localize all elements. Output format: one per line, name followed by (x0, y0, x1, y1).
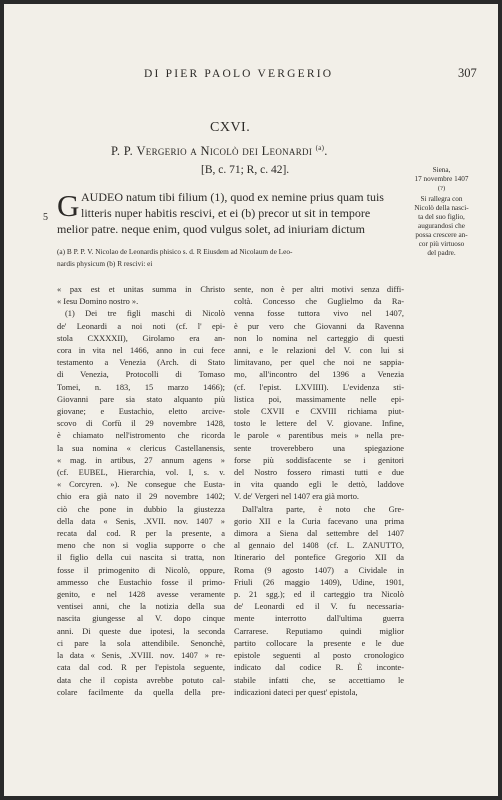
commentary-line: epistole seguenti al posto cronologico (234, 651, 404, 661)
letter-line: AUDEO natum tibi filium (1), quod ex nemine prius quam tuis (81, 190, 384, 204)
line-number: 5 (43, 212, 48, 223)
commentary-line: V. de' Vergeri nel 1407 era già morto. (234, 492, 360, 502)
margin-note-mark: (?) (437, 185, 446, 192)
commentary-line: stola CXXXXII), Girolamo era an- (57, 333, 225, 343)
commentary-line: sente, non è per altri motivi senza diffi- (234, 285, 404, 294)
commentary-line: della data « Senis, .XVII. nov. 1407 » (57, 516, 225, 526)
document-title (111, 144, 328, 159)
title-footnote-mark: (a) (315, 144, 325, 152)
commentary-line: fosse il primogenito di Nicolò, oppure, (57, 565, 225, 575)
commentary-line: sente troverebbero una spiegazione (234, 443, 404, 453)
commentary-line: la sua nomina « clericus Castellanensis, (57, 443, 225, 453)
apparatus-line: (a) B P. P. V. Nicolao de Leonardis phisico s. d. R Eiusdem ad Nicolaum de Leo- (57, 247, 293, 256)
commentary-line: anni. Di queste due ipotesi, la seconda (57, 626, 225, 636)
commentary-line: Dall'altra parte, è noto che Gre- (242, 504, 404, 514)
source-reference: [B, c. 71; R, c. 42]. (201, 164, 290, 176)
apparatus-line: nardis physicum (b) R rescivi: ei (57, 259, 153, 268)
margin-note-line: Nicolò della nasci- (414, 204, 469, 212)
commentary-line: (1) Dei tre figli maschi di Nicolò (65, 309, 225, 319)
commentary-line: le parole « parentibus meis » nella pre- (234, 431, 404, 441)
commentary-line: al gennaio del 1408 (cf. L. ZANUTTO, (234, 541, 404, 551)
margin-note-line: del padre. (427, 249, 456, 257)
margin-note-line: ta del suo figlio, (418, 213, 465, 221)
commentary-line: recata dal cod. R per la presente, a (57, 529, 225, 539)
margin-note-line: possa crescere an- (415, 231, 468, 239)
commentary-line: indicato dal codice R. È inconte- (234, 663, 404, 673)
commentary-line: anni, e le relazioni del V. con lui si (234, 346, 404, 356)
commentary-line: venna fosse tuttora vivo nel 1407, (234, 309, 404, 319)
letter-line: melior patre. neque enim, quod vulgus solet, ad iniuriam dictum (57, 222, 365, 236)
commentary-line: « pax est et unitas summa in Christo (57, 285, 225, 294)
commentary-line: non lo nomina nel carteggio di questi (234, 333, 404, 343)
commentary-line: de' Leonardi a noi noti (cf. l' epi- (57, 321, 225, 331)
commentary-line: testamento a Venezia (Arch. di Stato (57, 358, 225, 368)
book-page (4, 4, 498, 796)
margin-note-line: cor più virtuoso (418, 240, 465, 248)
commentary-line: in vita quando egli le dettò, laddove (234, 480, 404, 490)
margin-note-line: Si rallegra con (420, 195, 463, 203)
commentary-line: coltà. Concesso che Guglielmo da Ra- (234, 297, 404, 307)
commentary-line: Roma (9 agosto 1407) a Cividale in (234, 565, 404, 575)
title-end: . (324, 144, 328, 159)
title-name: Vergerio a Nicolò dei Leonardi (136, 144, 313, 159)
commentary-line: (cf. l'epist. LXVIIII). L'evidenza sti- (234, 382, 404, 392)
commentary-line: « Corcyren. »). Ne consegue che Eusta- (57, 480, 225, 490)
commentary-line: tosto le lettere del V. giovane. Infine, (234, 419, 404, 429)
commentary-line: ventisei anni, che la notizia della sua (57, 602, 225, 612)
commentary-line: p. 21 sgg.); ed il carteggio tra Nicolò (234, 590, 404, 600)
commentary-line: listica poi, massimamente nelle epi- (234, 394, 404, 404)
commentary-line: (cf. EUBEL, Hierarchia, vol. I, s. v. (57, 468, 225, 478)
commentary-line: è pur vero che Giovanni da Ravenna (234, 321, 404, 331)
commentary-right-column (234, 284, 404, 699)
commentary-line: nascita giungesse al V. dopo cinque (57, 614, 225, 624)
commentary-line: ammesso che Eustachio fosse il primo- (57, 577, 225, 587)
commentary-line: forse più soddisfacente se i genitori (234, 455, 404, 465)
commentary-line: Friuli (26 maggio 1409), Udine, 1901, (234, 577, 404, 587)
commentary-line: colare facilmente da quella della pre- (57, 687, 225, 697)
commentary-line: Itinerario del pontefice Gregorio XII da (234, 553, 404, 563)
commentary-line: di Venezia, Protocolli di Tomaso (57, 370, 225, 380)
commentary-line: partito collocare la presente e le due (234, 638, 404, 648)
margin-note-line: augurandosi che (418, 222, 465, 230)
commentary-line: indicazioni dateci per quest' epistola, (234, 687, 358, 697)
margin-note-date: 17 novembre 1407 (414, 175, 469, 183)
commentary-line: stabile infatti che, se accettiamo le (234, 675, 404, 685)
commentary-line: è chiamato nell'istromento che ricorda (57, 431, 225, 441)
commentary-line: mo, all'incontro del 1396 a Venezia (234, 370, 404, 380)
commentary-left-column (57, 284, 225, 699)
commentary-line: « Iesu Domino nostro ». (57, 297, 139, 307)
margin-note-place: Siena, (432, 166, 451, 174)
commentary-line: cora in vita nel 1466, anno in cui fece (57, 346, 225, 356)
commentary-line: ciò che pone in dubbio la giustezza (57, 504, 225, 514)
commentary-line: « mag. in artibus, 27 annum agens » (57, 455, 225, 465)
commentary-line: data che il copista avrebbe potuto cal- (57, 675, 225, 685)
commentary-line: limitavano, per quel che noi ne sappia- (234, 358, 404, 368)
running-head: DI PIER PAOLO VERGERIO (144, 68, 334, 80)
commentary-line: cata dal cod. R per l'epistola seguente, (57, 663, 225, 673)
commentary-line: gorio XII e la Curia facevano una prima (234, 516, 404, 526)
commentary-line: dimora a Siena dal settembre del 1407 (234, 529, 404, 539)
document-number: CXVI. (210, 120, 251, 135)
commentary-line: stole CXVII e CXVIII richiama piut- (234, 407, 404, 417)
commentary-line: de' Leonardi ed il V. fu necessaria- (234, 602, 404, 612)
commentary-line: chio era già nato il 29 novembre 1402; (57, 492, 225, 502)
commentary-line: Tomei, n. 183, 15 marzo 1466); (57, 382, 225, 392)
margin-note-summary (399, 195, 484, 258)
letter-text (57, 189, 394, 237)
commentary-line: Carrarese. Reputiamo quindi miglior (234, 626, 404, 636)
commentary-line: del Nostro fossero rimasti tutti e due (234, 468, 404, 478)
commentary-line: ci pare la sola attendibile. Senonchè, (57, 638, 225, 648)
letter-line: litteris nuper habitis rescivi, et ei (b) precor ut sit in tempore (81, 206, 371, 220)
commentary-line: mente interrotto dall'ultima guerra (234, 614, 404, 624)
commentary-line: genito, e nel 1428 avesse veramente (57, 590, 225, 600)
page-number: 307 (458, 66, 477, 80)
commentary-line: scovo di Corfù il 29 novembre 1428, (57, 419, 225, 429)
critical-apparatus (57, 246, 395, 270)
title-prefix: P. P. (111, 144, 134, 159)
commentary-line: la data « Senis, .XVIII. nov. 1407 » re- (57, 651, 225, 661)
commentary-line: meno che non si voglia supporre o che (57, 541, 225, 551)
drop-cap: G (57, 188, 80, 223)
commentary-line: Giovanni pare sia stato alquanto più (57, 394, 225, 404)
margin-note (399, 166, 484, 258)
commentary-line: il figlio della cui nascita si tratta, non (57, 553, 225, 563)
commentary-line: giovane; e Eustachio, eletto arcive- (57, 407, 225, 417)
